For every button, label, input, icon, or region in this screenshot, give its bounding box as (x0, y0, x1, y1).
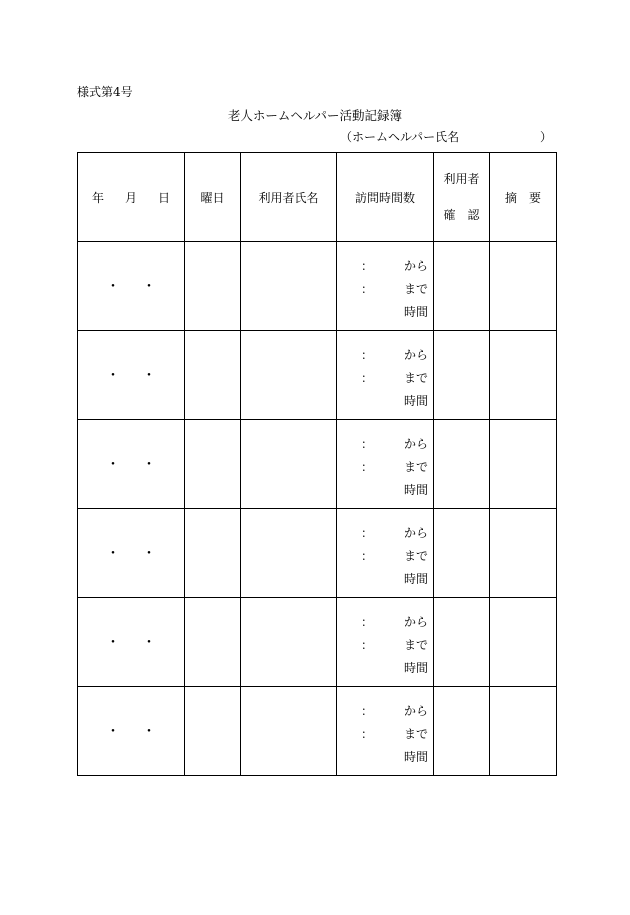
remarks-cell[interactable] (490, 687, 557, 776)
user-confirm-cell[interactable] (434, 509, 490, 598)
weekday-cell[interactable] (185, 509, 241, 598)
remarks-cell[interactable] (490, 420, 557, 509)
remarks-cell[interactable] (490, 242, 557, 331)
helper-name-label: （ホームヘルパー氏名 (340, 130, 460, 144)
visit-time-header: 訪問時間数 (337, 153, 434, 242)
user-confirm-header (434, 153, 490, 242)
visit-time-cell[interactable] (337, 420, 434, 509)
remarks-cell[interactable] (490, 598, 557, 687)
date-dot: ・ (106, 457, 120, 473)
from-label: から (403, 259, 428, 273)
time-colon: ： (361, 727, 374, 741)
time-colon: ： (361, 460, 374, 474)
date-cell[interactable] (78, 420, 185, 509)
date-dot: ・ (142, 635, 156, 651)
time-colon: ： (361, 437, 374, 451)
time-colon: ： (361, 638, 374, 652)
month-label: 月 (124, 190, 137, 205)
time-colon: ： (361, 615, 374, 629)
weekday-cell[interactable] (185, 687, 241, 776)
helper-name-field (340, 128, 552, 145)
from-label: から (403, 526, 428, 540)
date-dot: ・ (106, 546, 120, 562)
hours-label: 時間 (403, 661, 428, 675)
time-colon: ： (361, 348, 374, 362)
hours-label: 時間 (403, 750, 428, 764)
remarks-cell[interactable] (490, 331, 557, 420)
hours-label: 時間 (403, 305, 428, 319)
user-name-cell[interactable] (241, 331, 337, 420)
document-title: 老人ホームヘルパー活動記録簿 (227, 108, 403, 123)
date-cell[interactable] (78, 687, 185, 776)
time-colon: ： (361, 282, 374, 296)
date-cell[interactable] (78, 598, 185, 687)
user-confirm-cell[interactable] (434, 331, 490, 420)
date-dot: ・ (142, 457, 156, 473)
date-cell[interactable] (78, 331, 185, 420)
date-dot: ・ (106, 635, 120, 651)
visit-time-cell[interactable] (337, 598, 434, 687)
year-label: 年 (92, 190, 105, 205)
record-row (78, 242, 557, 331)
hours-label: 時間 (403, 394, 428, 408)
date-header (78, 153, 185, 242)
until-label: まで (403, 282, 428, 296)
weekday-cell[interactable] (185, 420, 241, 509)
header-row (78, 153, 557, 242)
user-confirm-cell[interactable] (434, 687, 490, 776)
date-cell[interactable] (78, 242, 185, 331)
from-label: から (403, 704, 428, 718)
helper-name-close: ） (540, 130, 553, 144)
from-label: から (403, 348, 428, 362)
date-dot: ・ (142, 279, 156, 295)
time-colon: ： (361, 549, 374, 563)
record-row (78, 687, 557, 776)
weekday-cell[interactable] (185, 598, 241, 687)
date-dot: ・ (142, 724, 156, 740)
date-dot: ・ (142, 368, 156, 384)
date-dot: ・ (142, 546, 156, 562)
user-name-cell[interactable] (241, 598, 337, 687)
date-dot: ・ (106, 279, 120, 295)
record-row (78, 598, 557, 687)
until-label: まで (403, 727, 428, 741)
weekday-header: 曜日 (185, 153, 241, 242)
day-label: 日 (157, 190, 170, 205)
date-cell[interactable] (78, 509, 185, 598)
visit-time-cell[interactable] (337, 242, 434, 331)
user-name-header: 利用者氏名 (241, 153, 337, 242)
from-label: から (403, 437, 428, 451)
user-confirm-cell[interactable] (434, 420, 490, 509)
date-dot: ・ (106, 724, 120, 740)
visit-time-cell[interactable] (337, 331, 434, 420)
user-name-cell[interactable] (241, 509, 337, 598)
user-confirm-cell[interactable] (434, 598, 490, 687)
until-label: まで (403, 638, 428, 652)
record-row (78, 509, 557, 598)
user-name-cell[interactable] (241, 687, 337, 776)
weekday-cell[interactable] (185, 331, 241, 420)
remarks-header: 摘 要 (490, 153, 557, 242)
user-name-cell[interactable] (241, 242, 337, 331)
date-dot: ・ (106, 368, 120, 384)
hours-label: 時間 (403, 483, 428, 497)
user-name-cell[interactable] (241, 420, 337, 509)
visit-time-cell[interactable] (337, 687, 434, 776)
time-colon: ： (361, 526, 374, 540)
remarks-cell[interactable] (490, 509, 557, 598)
from-label: から (403, 615, 428, 629)
record-row (78, 331, 557, 420)
record-row (78, 420, 557, 509)
confirm-line2: 確 認 (443, 208, 480, 222)
until-label: まで (403, 460, 428, 474)
time-colon: ： (361, 704, 374, 718)
time-colon: ： (361, 259, 374, 273)
user-confirm-cell[interactable] (434, 242, 490, 331)
weekday-cell[interactable] (185, 242, 241, 331)
time-colon: ： (361, 371, 374, 385)
confirm-line1: 利用者 (443, 172, 480, 186)
hours-label: 時間 (403, 572, 428, 586)
until-label: まで (403, 371, 428, 385)
visit-time-cell[interactable] (337, 509, 434, 598)
activity-record-table (77, 152, 557, 776)
until-label: まで (403, 549, 428, 563)
form-number: 様式第4号 (77, 85, 133, 99)
